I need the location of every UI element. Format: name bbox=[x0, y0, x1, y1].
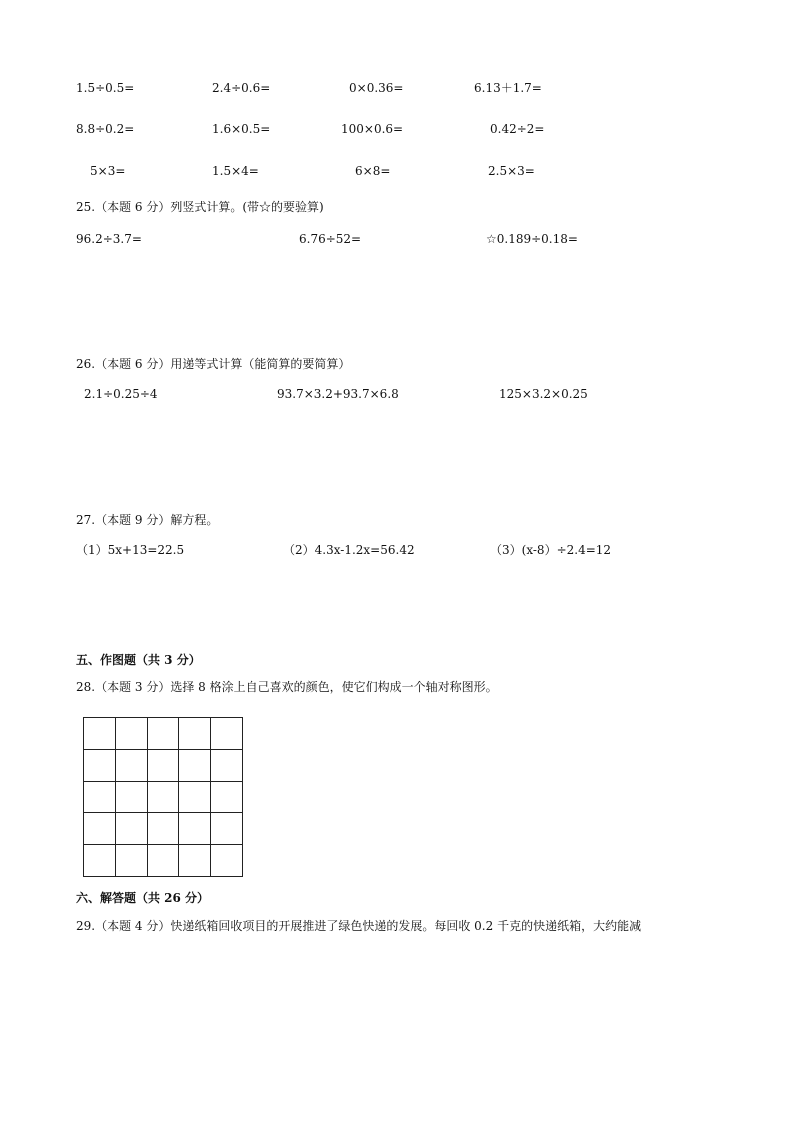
q25-title: 25.（本题 6 分）列竖式计算。(带☆的要验算) bbox=[76, 200, 324, 214]
oral-r1-c4: 6.13＋1.7= bbox=[474, 81, 542, 95]
q26-title: 26.（本题 6 分）用递等式计算（能简算的要简算） bbox=[76, 357, 351, 371]
q26-item-2: 93.7×3.2+93.7×6.8 bbox=[277, 387, 399, 401]
grid-cell[interactable] bbox=[116, 718, 148, 750]
grid-cell[interactable] bbox=[84, 782, 116, 814]
q28-title: 28.（本题 3 分）选择 8 格涂上自己喜欢的颜色，使它们构成一个轴对称图形。 bbox=[76, 680, 498, 694]
grid-cell[interactable] bbox=[116, 813, 148, 845]
q26-item-1: 2.1÷0.25÷4 bbox=[84, 387, 158, 401]
grid-cell[interactable] bbox=[148, 813, 180, 845]
grid-cell[interactable] bbox=[179, 845, 211, 877]
grid-cell[interactable] bbox=[179, 718, 211, 750]
grid-cell[interactable] bbox=[116, 782, 148, 814]
section-6-heading: 六、解答题（共 26 分） bbox=[76, 891, 210, 905]
oral-r3-c1: 5×3= bbox=[90, 164, 126, 178]
q27-title: 27.（本题 9 分）解方程。 bbox=[76, 513, 219, 527]
grid-cell[interactable] bbox=[211, 750, 243, 782]
grid-cell[interactable] bbox=[84, 845, 116, 877]
q25-item-3: ☆0.189÷0.18= bbox=[486, 232, 578, 246]
grid-cell[interactable] bbox=[179, 750, 211, 782]
grid-cell[interactable] bbox=[116, 750, 148, 782]
oral-r1-c1: 1.5÷0.5= bbox=[76, 81, 135, 95]
oral-r2-c3: 100×0.6= bbox=[341, 122, 404, 136]
q27-item-3: （3）(x-8）÷2.4=12 bbox=[490, 543, 612, 557]
q25-item-1: 96.2÷3.7= bbox=[76, 232, 142, 246]
q25-item-2: 6.76÷52= bbox=[299, 232, 362, 246]
grid-cell[interactable] bbox=[148, 782, 180, 814]
grid-cell[interactable] bbox=[211, 782, 243, 814]
grid-cell[interactable] bbox=[211, 845, 243, 877]
grid-cell[interactable] bbox=[211, 718, 243, 750]
grid-cell[interactable] bbox=[84, 750, 116, 782]
q26-item-3: 125×3.2×0.25 bbox=[499, 387, 588, 401]
q27-item-1: （1）5x+13=22.5 bbox=[76, 543, 185, 557]
grid-cell[interactable] bbox=[148, 718, 180, 750]
section-5-heading: 五、作图题（共 3 分） bbox=[76, 653, 201, 667]
oral-r3-c2: 1.5×4= bbox=[212, 164, 259, 178]
oral-r2-c1: 8.8÷0.2= bbox=[76, 122, 135, 136]
grid-cell[interactable] bbox=[179, 782, 211, 814]
oral-r1-c3: 0×0.36= bbox=[349, 81, 404, 95]
oral-r2-c2: 1.6×0.5= bbox=[212, 122, 271, 136]
grid-cell[interactable] bbox=[179, 813, 211, 845]
grid-cell[interactable] bbox=[148, 845, 180, 877]
grid-cell[interactable] bbox=[84, 718, 116, 750]
oral-r2-c4: 0.42÷2= bbox=[490, 122, 545, 136]
grid-cell[interactable] bbox=[84, 813, 116, 845]
grid-cell[interactable] bbox=[211, 813, 243, 845]
q29-title: 29.（本题 4 分）快递纸箱回收项目的开展推进了绿色快递的发展。每回收 0.2 千克的快递纸箱，大约能减 bbox=[76, 919, 642, 933]
grid-cell[interactable] bbox=[148, 750, 180, 782]
coloring-grid[interactable] bbox=[83, 717, 243, 877]
oral-r3-c3: 6×8= bbox=[355, 164, 391, 178]
grid-cell[interactable] bbox=[116, 845, 148, 877]
oral-r1-c2: 2.4÷0.6= bbox=[212, 81, 271, 95]
q27-item-2: （2）4.3x-1.2x=56.42 bbox=[283, 543, 415, 557]
oral-r3-c4: 2.5×3= bbox=[488, 164, 535, 178]
